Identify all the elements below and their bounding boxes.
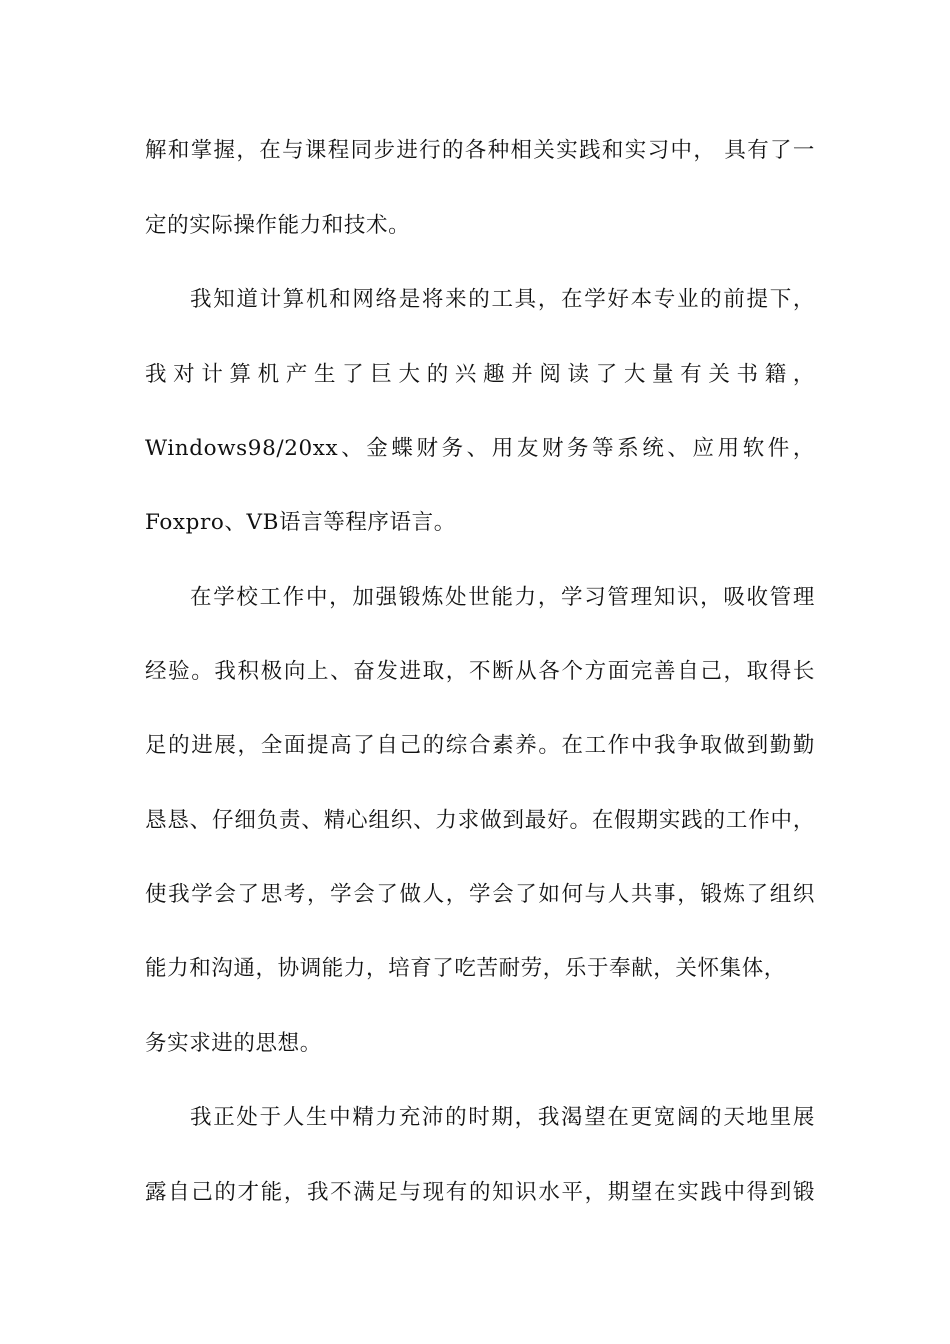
text-line: 恳恳、仔细负责、精心组织、力求做到最好。在假期实践的工作中， bbox=[145, 808, 815, 833]
text-line: 我对计算机产生了巨大的兴趣并阅读了大量有关书籍， bbox=[145, 362, 815, 387]
text-line: Foxpro、VB语言等程序语言。 bbox=[145, 510, 456, 535]
text-line: 定的实际操作能力和技术。 bbox=[145, 213, 411, 238]
text-line: 使我学会了思考，学会了做人，学会了如何与人共事，锻炼了组织 bbox=[145, 882, 815, 907]
text-line: 露自己的才能，我不满足与现有的知识水平，期望在实践中得到锻 bbox=[145, 1180, 815, 1205]
text-line: 经验。我积极向上、奋发进取，不断从各个方面完善自己，取得长 bbox=[145, 659, 815, 684]
text-line: 我知道计算机和网络是将来的工具，在学好本专业的前提下， bbox=[190, 287, 815, 312]
text-line: Windows98/20xx、金蝶财务、用友财务等系统、应用软件， bbox=[145, 436, 815, 461]
text-line: 务实求进的思想。 bbox=[145, 1031, 322, 1056]
text-line: 我正处于人生中精力充沛的时期，我渴望在更宽阔的天地里展 bbox=[190, 1105, 815, 1130]
text-line: 解和掌握，在与课程同步进行的各种相关实践和实习中， 具有了一 bbox=[145, 138, 815, 163]
text-line: 能力和沟通，协调能力，培育了吃苦耐劳，乐于奉献，关怀集体， bbox=[145, 956, 786, 981]
text-line: 在学校工作中，加强锻炼处世能力，学习管理知识，吸收管理 bbox=[190, 585, 815, 610]
text-line: 足的进展，全面提高了自己的综合素养。在工作中我争取做到勤勤 bbox=[145, 733, 815, 758]
